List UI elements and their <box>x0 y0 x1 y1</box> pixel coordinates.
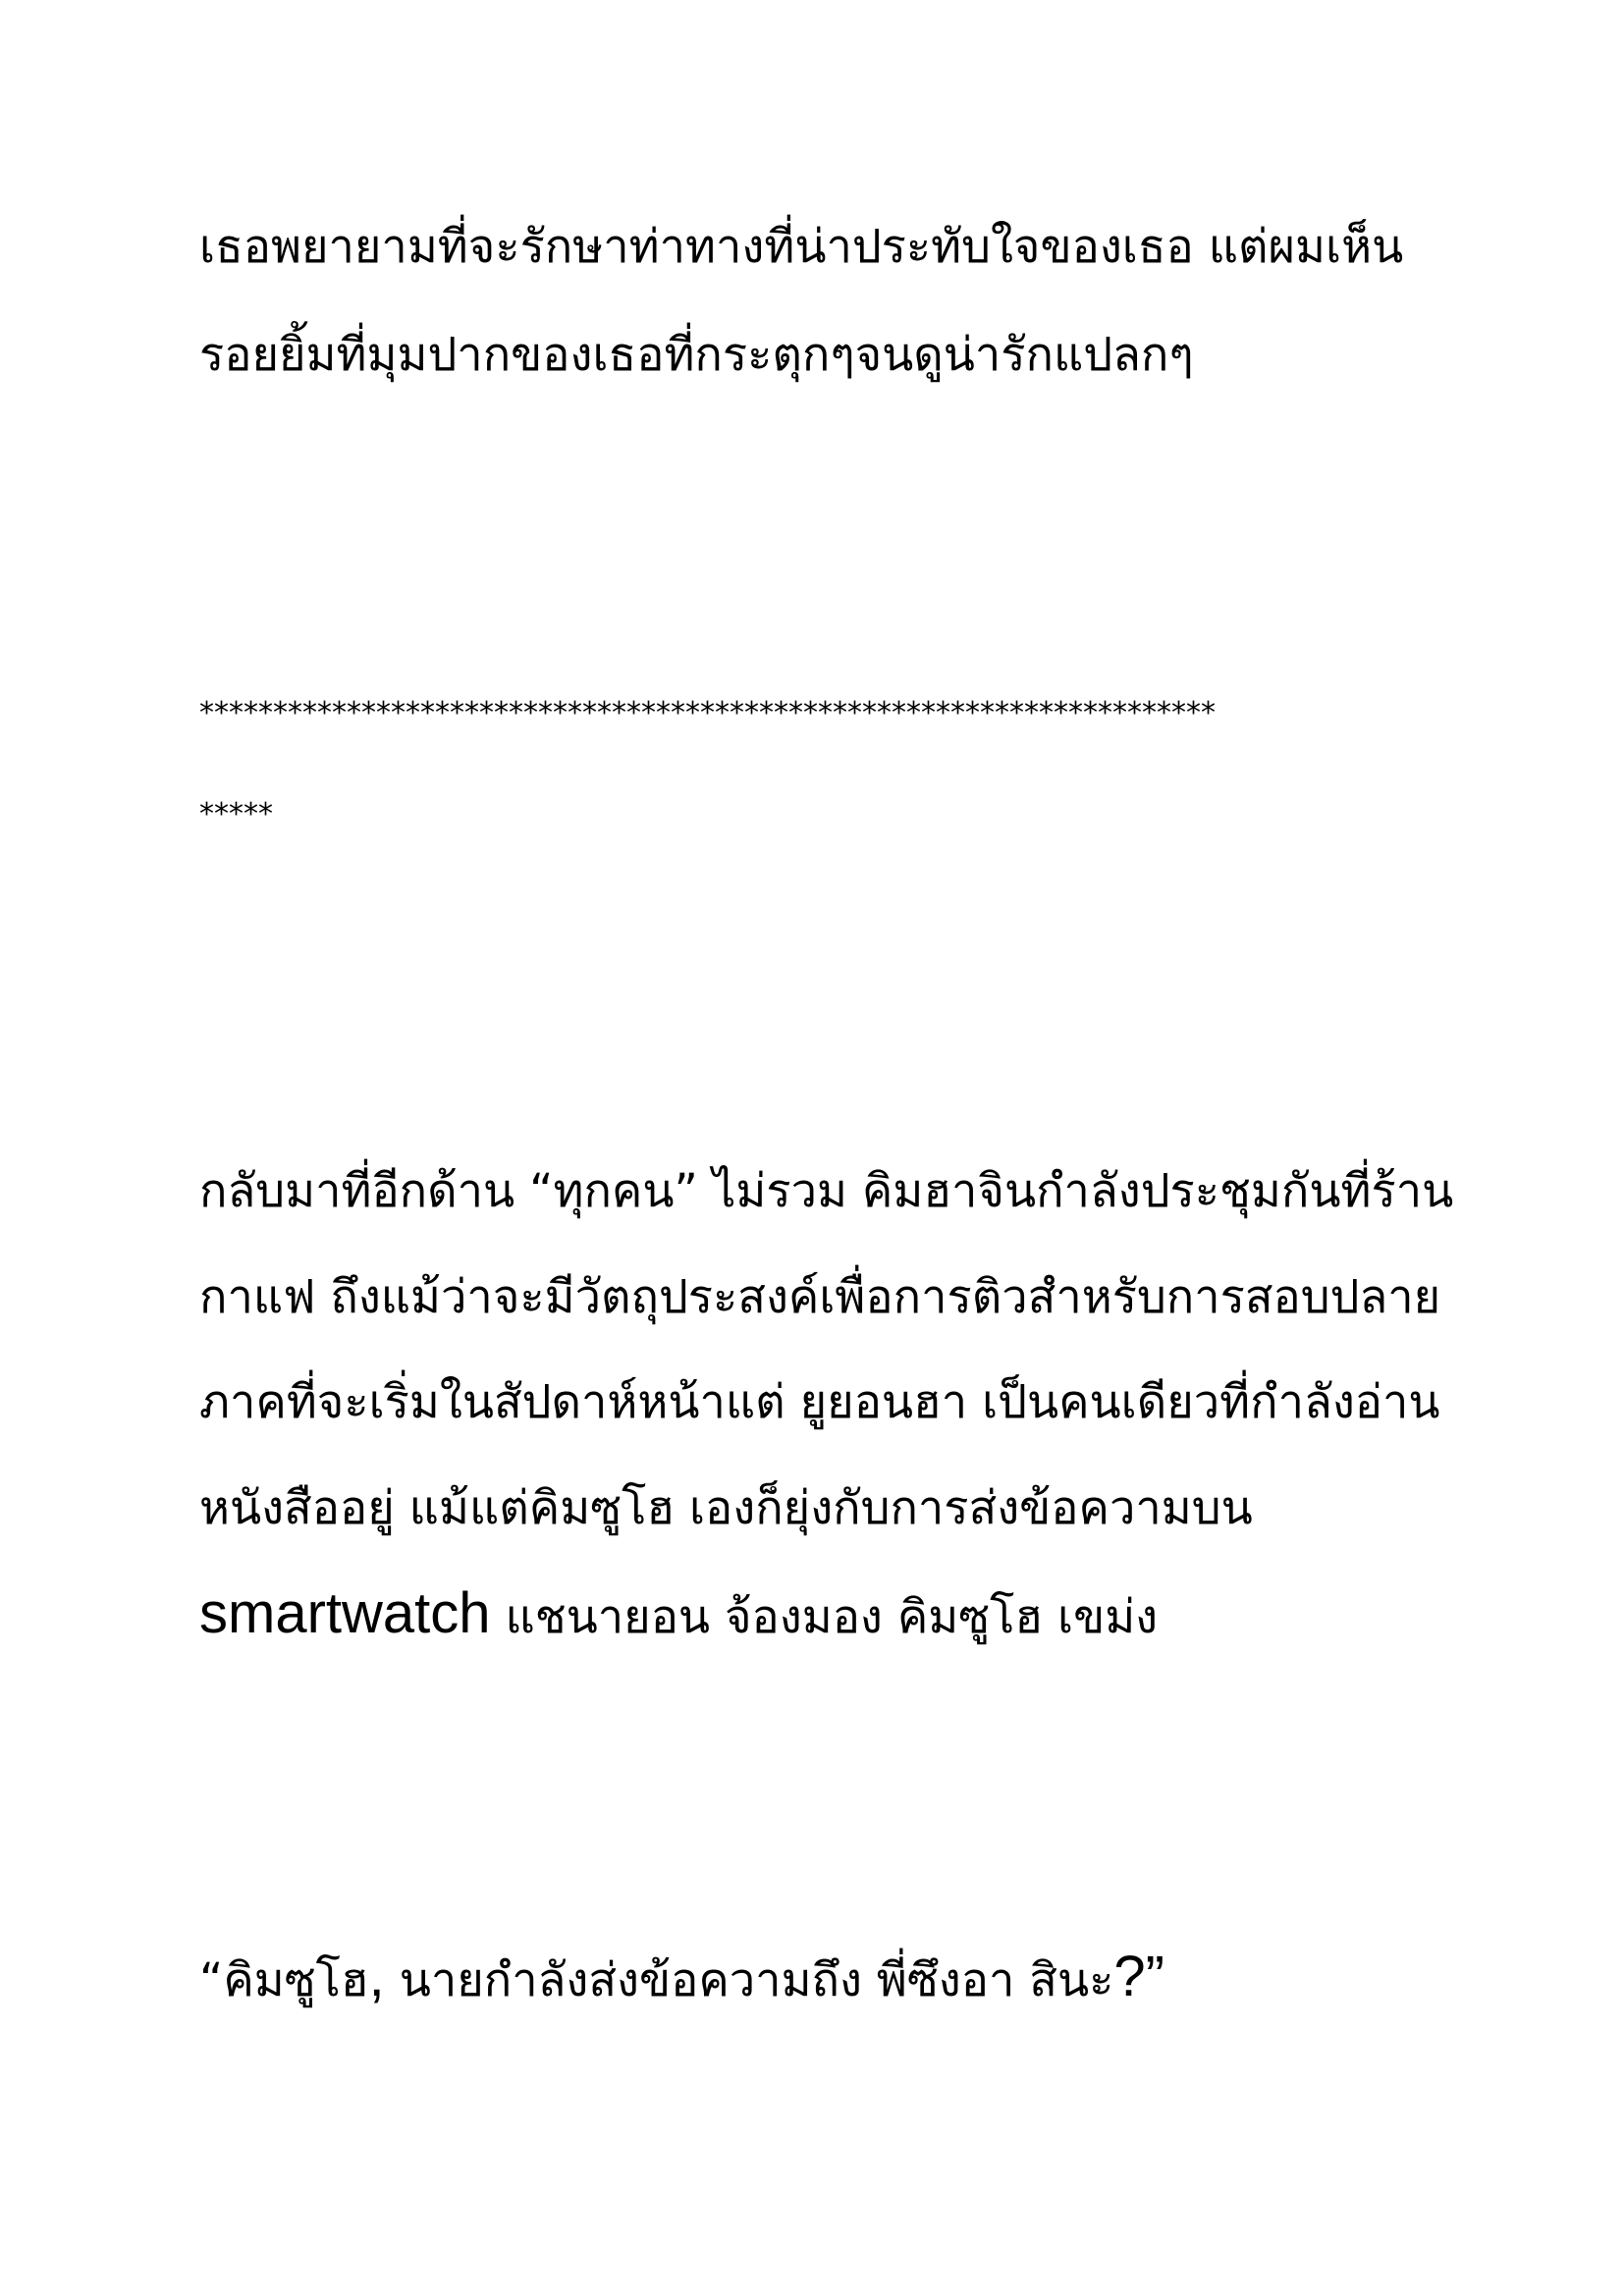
paragraph-2-line-4: หนังสืออยู่ แม้แต่คิมซูโฮ เองก็ยุ่งกับการส่งข้อความบน <box>199 1481 1253 1535</box>
smartwatch-word: smartwatch <box>199 1581 491 1645</box>
separator-stars-line-2: ***** <box>199 797 273 831</box>
paragraph-2-line-3: ภาคที่จะเริ่มในสัปดาห์หน้าแต่ ยูยอนฮา เป็นคนเดียวที่กำลังอ่าน <box>199 1375 1440 1429</box>
separator-stars-line-1: ********************************************************************* <box>199 696 1216 730</box>
paragraph-1-line-1: เธอพยายามที่จะรักษาท่าทางที่น่าประทับใจของเธอ แต่ผมเห็น <box>199 220 1404 274</box>
paragraph-1-line-2: รอยยิ้มที่มุมปากของเธอที่กระตุกๆจนดูน่ารักแปลกๆ <box>199 328 1194 382</box>
dialogue-text: นายกำลังส่งข้อความถึง พี่ซึงอา สินะ <box>384 1953 1114 2007</box>
paragraph-2-line-2: กาแฟ ถึงแม้ว่าจะมีวัตถุประสงค์เพื่อการติวสำหรับการสอบปลาย <box>199 1270 1441 1324</box>
paragraph-2-line-1: กลับมาที่อีกด้าน “ทุกคน” ไม่รวม คิมฮาจินกำลังประชุมกันที่ร้าน <box>199 1164 1454 1218</box>
paragraph-2-line-5-rest: แชนายอน จ้องมอง คิมซูโฮ เขม่ง <box>490 1590 1159 1644</box>
dialogue-line <box>199 1945 1164 2008</box>
dialogue-open-quote: “ <box>199 1953 224 2007</box>
dialogue-question-mark: ? <box>1113 1945 1146 2008</box>
paragraph-2-line-5 <box>199 1581 1159 1645</box>
dialogue-close-quote: ” <box>1145 1945 1164 2008</box>
dialogue-speaker: คิมซูโฮ <box>223 1953 369 2007</box>
dialogue-comma: , <box>368 1945 385 2008</box>
